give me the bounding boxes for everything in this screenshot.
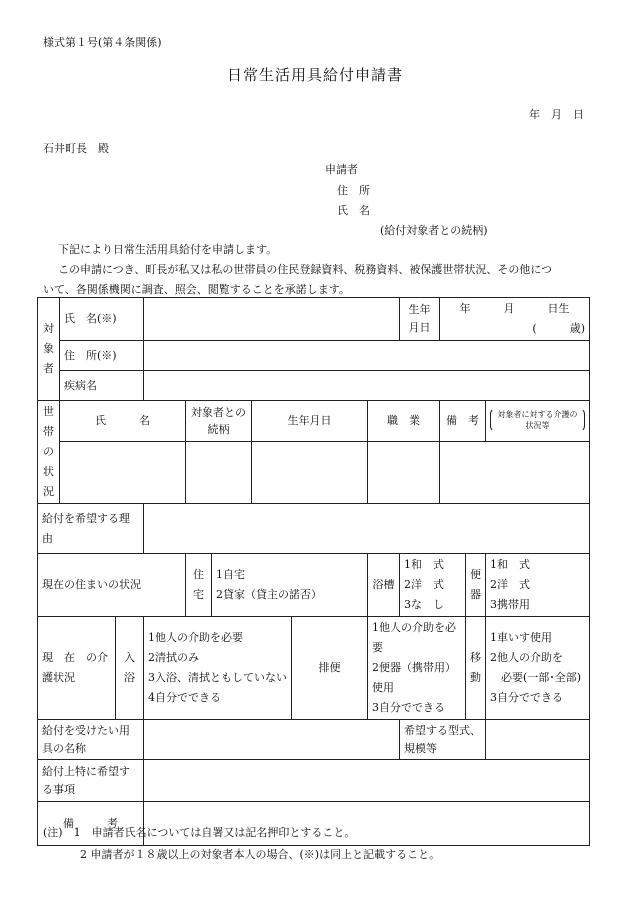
- housing-label: 現在の住まいの状況: [38, 554, 186, 617]
- applicant-label: 申請者: [325, 163, 358, 176]
- excretion-option-3[interactable]: 3自分でできる: [372, 701, 445, 714]
- house-options[interactable]: [212, 554, 368, 617]
- mobility-option-3[interactable]: 3自分でできる: [490, 691, 563, 704]
- excretion-option-1[interactable]: 1他人の介助を必要: [372, 621, 456, 654]
- toilet-option-2[interactable]: 2洋 式: [490, 578, 530, 591]
- model-field[interactable]: [486, 720, 590, 760]
- disease-label: 疾病名: [60, 371, 144, 401]
- application-table: [37, 297, 590, 846]
- note-2: 2 申請者が１８歳以上の対象者本人の場合、(※)は同上と記載すること。: [80, 848, 441, 861]
- subject-name-label: 氏 名(※): [60, 298, 144, 341]
- excretion-option-2[interactable]: 2便器（携帯用）使用: [372, 661, 456, 694]
- applicant-relation-label: (給付対象者との続柄): [380, 224, 488, 237]
- hh-care-text: 対象者に対する介護の状況等: [490, 408, 585, 432]
- remarks-label: 備 考: [38, 802, 144, 846]
- subject-address-field[interactable]: [144, 341, 590, 371]
- house-option-1[interactable]: 1自宅: [216, 568, 245, 581]
- mobility-option-2[interactable]: 2他人の介助を: [490, 651, 563, 664]
- applicant-address-label: 住 所: [337, 184, 370, 197]
- model-label: 希望する型式、規模等: [400, 720, 486, 760]
- hh-name-field[interactable]: [60, 442, 186, 504]
- bathing-option-3[interactable]: 3入浴、清拭ともしていない: [148, 671, 287, 684]
- birth-label: 生年月日: [400, 298, 440, 341]
- item-name-field[interactable]: [144, 720, 400, 760]
- house-label: 住宅: [186, 554, 212, 617]
- note-1: (注) 1 申請者氏名については自署又は記名押印とすること。: [43, 826, 356, 839]
- mobility-option-2b: 必要(一部･全部): [490, 671, 582, 684]
- bath-label: 浴槽: [368, 554, 400, 617]
- reason-field[interactable]: [144, 504, 590, 554]
- hh-note-field[interactable]: [440, 442, 590, 504]
- toilet-option-1[interactable]: 1和 式: [490, 558, 530, 571]
- intro-line-1: 下記により日常生活用具給付を申請します。: [58, 243, 278, 256]
- intro-line-3: いて、各関係機関に調査、照会、閲覧することを承諾します。: [43, 283, 350, 296]
- intro-line-2: この申請につき、町長が私又は私の世帯員の住民登録資料、税務資料、被保護世帯状況、その他につ: [58, 263, 553, 276]
- mobility-options[interactable]: [486, 617, 590, 720]
- birth-date-text: 年 月 日生: [459, 302, 570, 315]
- form-number: 様式第１号(第４条関係): [43, 36, 162, 49]
- page-title: 日常生活用具給付申請書: [226, 66, 403, 84]
- applicant-name-label: 氏 名: [337, 204, 370, 217]
- hh-relation-field[interactable]: [186, 442, 252, 504]
- hh-job-field[interactable]: [368, 442, 440, 504]
- hh-name-header: 氏 名: [60, 401, 186, 442]
- date-line: 年 月 日: [529, 108, 584, 121]
- bathing-option-2[interactable]: 2清拭のみ: [148, 651, 199, 664]
- reason-label: 給付を希望する理由: [38, 504, 144, 554]
- house-option-2[interactable]: 2貸家（貸主の諾否）: [216, 588, 322, 601]
- addressee: 石井町長 殿: [43, 142, 109, 155]
- bath-options[interactable]: [400, 554, 466, 617]
- age-text: ( 歳): [532, 322, 585, 335]
- hh-birth-field[interactable]: [252, 442, 368, 504]
- hh-note-header: 備 考: [440, 401, 486, 442]
- mobility-label: 移動: [466, 617, 486, 720]
- item-name-label: 給付を受けたい用具の名称: [38, 720, 144, 760]
- hh-care-header: [486, 401, 590, 442]
- hh-relation-header: 対象者との続柄: [186, 401, 252, 442]
- household-header: 世帯の状況: [38, 401, 60, 504]
- subject-name-field[interactable]: [144, 298, 400, 341]
- bathing-option-4[interactable]: 4自分でできる: [148, 691, 221, 704]
- toilet-options[interactable]: [486, 554, 590, 617]
- special-field[interactable]: [144, 760, 590, 802]
- excretion-label: 排便: [292, 617, 368, 720]
- care-label: 現 在 の介護状況: [38, 617, 116, 720]
- toilet-label: 便器: [466, 554, 486, 617]
- bathing-option-1[interactable]: 1他人の介助を必要: [148, 631, 243, 644]
- bathing-options[interactable]: [144, 617, 292, 720]
- birth-field[interactable]: [440, 298, 590, 341]
- bath-option-2[interactable]: 2洋 式: [404, 578, 444, 591]
- bath-option-1[interactable]: 1和 式: [404, 558, 444, 571]
- special-label: 給付上特に希望する事項: [38, 760, 144, 802]
- subject-address-label: 住 所(※): [60, 341, 144, 371]
- disease-field[interactable]: [144, 371, 590, 401]
- hh-birth-header: 生年月日: [252, 401, 368, 442]
- hh-job-header: 職 業: [368, 401, 440, 442]
- bath-option-3[interactable]: 3な し: [404, 598, 444, 611]
- subject-header: 対象者: [38, 298, 60, 401]
- toilet-option-3[interactable]: 3携帯用: [490, 598, 530, 611]
- bathing-label: 入浴: [116, 617, 144, 720]
- excretion-options[interactable]: [368, 617, 466, 720]
- mobility-option-1[interactable]: 1車いす使用: [490, 631, 552, 644]
